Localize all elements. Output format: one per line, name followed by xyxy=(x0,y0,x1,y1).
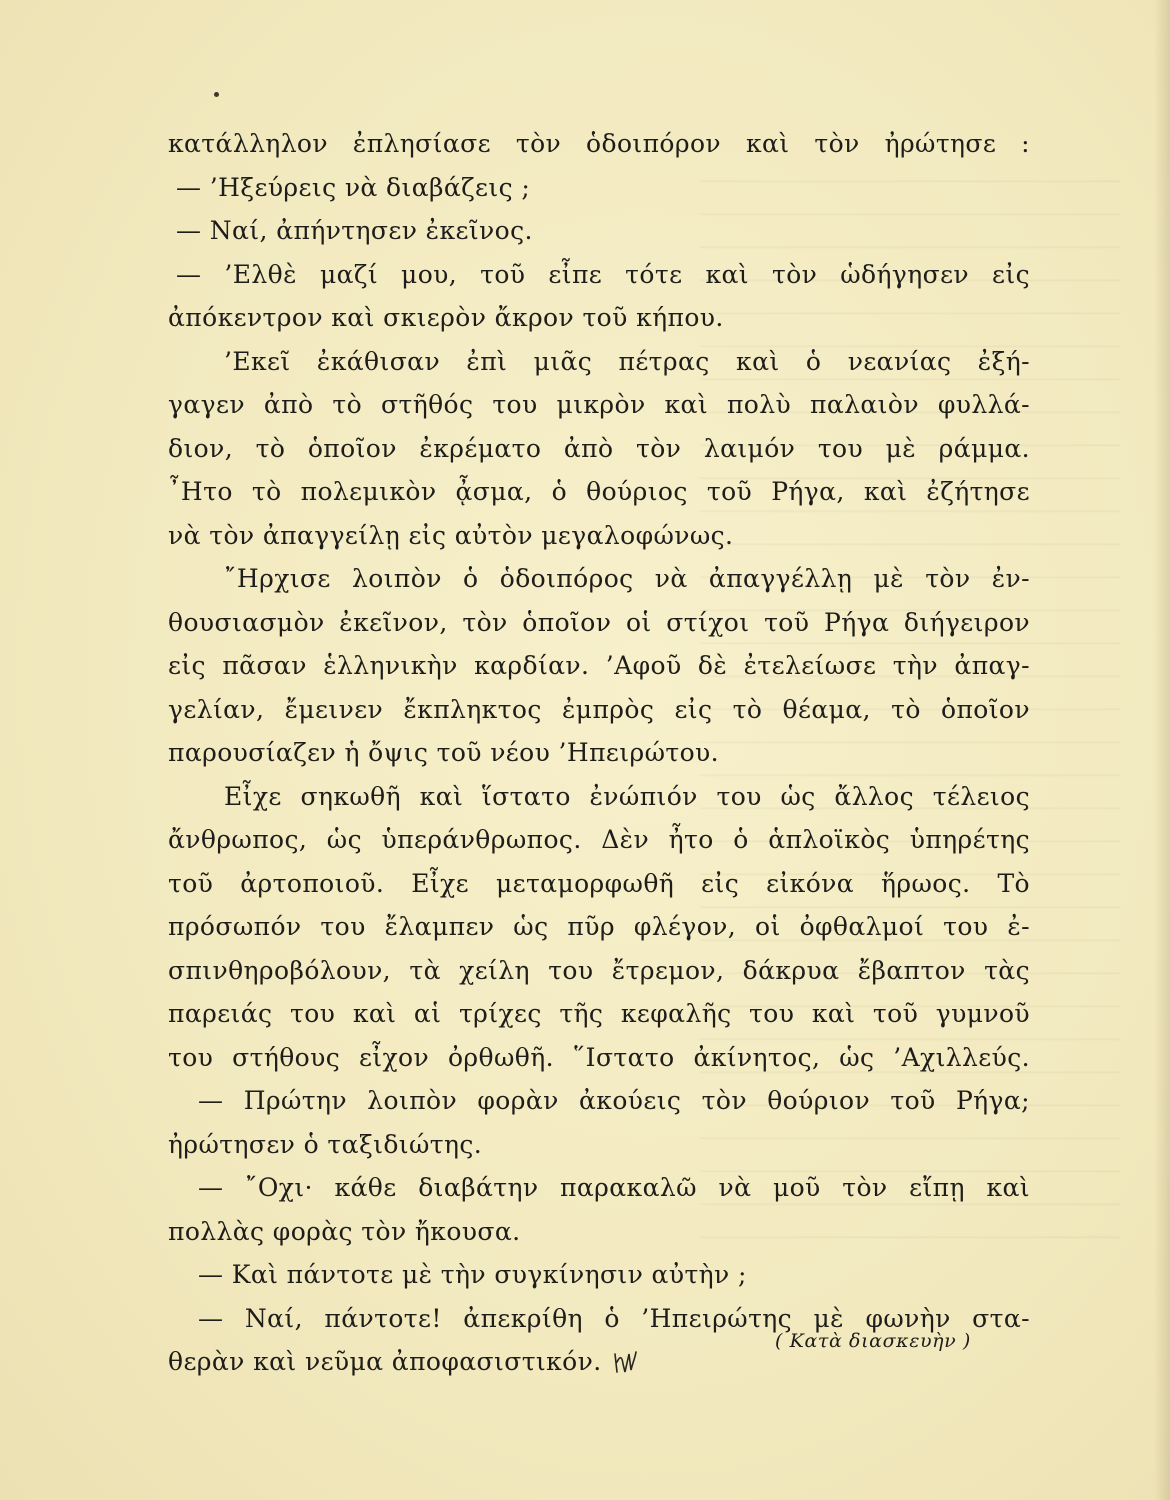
text-line: παρειάς του καὶ αἱ τρίχες τῆς κεφαλῆς του καὶ τοῦ γυμνοῦ xyxy=(168,999,1030,1028)
handwritten-mark-icon xyxy=(612,1348,638,1376)
final-line-text: θερὰν καὶ νεῦμα ἀποφασιστικόν. xyxy=(168,1347,602,1376)
text-line: κατάλληλον ἐπλησίασε τὸν ὁδοιπόρον καὶ τὸν ἠρώτησε : xyxy=(168,129,1030,158)
text-line: θουσιασμὸν ἐκεῖνον, τὸν ὁποῖον οἱ στίχοι τοῦ Ρήγα διήγειρον xyxy=(168,607,1030,637)
text-line: εἰς πᾶσαν ἑλληνικὴν καρδίαν. ’Αφοῦ δὲ ἐτελείωσε τὴν ἀπαγ- xyxy=(168,651,1030,680)
text-line: πρόσωπόν του ἔλαμπεν ὡς πῦρ φλέγον, οἱ ὀφθαλμοί του ἐ- xyxy=(168,912,1030,941)
text-line: παρουσίαζεν ἡ ὄψις τοῦ νέου ’Ηπειρώτου. xyxy=(168,738,720,767)
text-line: διον, τὸ ὁποῖον ἐκρέματο ἀπὸ τὸν λαιμόν του μὲ ράμμα. xyxy=(168,433,1030,463)
text-line: τοῦ ἀρτοποιοῦ. Εἶχε μεταμορφωθῆ εἰς εἰκόνα ἥρωος. Τὸ xyxy=(168,868,1030,898)
text-line: — Ναί, πάντοτε! ἀπεκρίθη ὁ ’Ηπειρώτης μὲ φωνὴν στα- xyxy=(198,1303,1030,1333)
text-line: ἠρώτησεν ὁ ταξιδιώτης. xyxy=(168,1129,483,1159)
text-line: — Πρώτην λοιπὸν φορὰν ἀκούεις τὸν θούριον τοῦ Ρήγα; xyxy=(198,1086,1030,1115)
text-line: — Ναί, ἀπήντησεν ἐκεῖνος. xyxy=(176,216,533,245)
text-line: ῎Ηρχισε λοιπὸν ὁ ὁδοιπόρος νὰ ἀπαγγέλλῃ μὲ τὸν ἐν- xyxy=(224,564,1030,593)
text-line: σπινθηροβόλουν, τὰ χείλη του ἔτρεμον, δάκρυα ἔβαπτον τὰς xyxy=(168,955,1030,985)
text-line: γαγεν ἀπὸ τὸ στῆθός του μικρὸν καὶ πολὺ παλαιὸν φυλλά- xyxy=(168,390,1030,419)
credit-note: ( Κατὰ διασκευὴν ) xyxy=(775,1330,971,1352)
text-line: πολλὰς φορὰς τὸν ἤκουσα. xyxy=(168,1216,521,1246)
text-line: ἀπόκεντρον καὶ σκιερὸν ἄκρον τοῦ κήπου. xyxy=(168,303,724,332)
ink-dot xyxy=(214,92,219,97)
text-line: — ῎Οχι· κάθε διαβάτην παρακαλῶ νὰ μοῦ τὸν εἴπῃ καὶ xyxy=(198,1173,1030,1202)
text-line: Εἶχε σηκωθῆ καὶ ἵστατο ἐνώπιόν του ὡς ἄλλος τέλειος xyxy=(224,781,1030,811)
text-line: ἄνθρωπος, ὡς ὑπεράνθρωπος. Δὲν ἦτο ὁ ἁπλοϊκὸς ὑπηρέτης xyxy=(168,825,1030,854)
page-edge-shadow xyxy=(1154,0,1170,1500)
text-line: γελίαν, ἔμεινεν ἔκπληκτος ἐμπρὸς εἰς τὸ θέαμα, τὸ ὁποῖον xyxy=(168,694,1030,724)
text-line: — ’Ηξεύρεις νὰ διαβάζεις ; xyxy=(176,172,531,202)
text-line: ’Εκεῖ ἐκάθισαν ἐπὶ μιᾶς πέτρας καὶ ὁ νεανίας ἐξή- xyxy=(224,346,1030,376)
text-line: νὰ τὸν ἀπαγγείλῃ εἰς αὐτὸν μεγαλοφώνως. xyxy=(168,520,734,550)
text-line: του στήθους εἶχον ὀρθωθῆ. ῞Ιστατο ἀκίνητος, ὡς ’Αχιλλεύς. xyxy=(168,1042,1030,1072)
text-line: — ’Ελθὲ μαζί μου, τοῦ εἶπε τότε καὶ τὸν ὡδήγησεν εἰς xyxy=(176,259,1030,289)
text-line: — Καὶ πάντοτε μὲ τὴν συγκίνησιν αὐτὴν ; xyxy=(198,1260,747,1289)
text-line: ῏Ητο τὸ πολεμικὸν ᾆσμα, ὁ θούριος τοῦ Ρήγα, καὶ ἐζήτησε xyxy=(168,477,1030,506)
body-text xyxy=(168,122,1030,1384)
